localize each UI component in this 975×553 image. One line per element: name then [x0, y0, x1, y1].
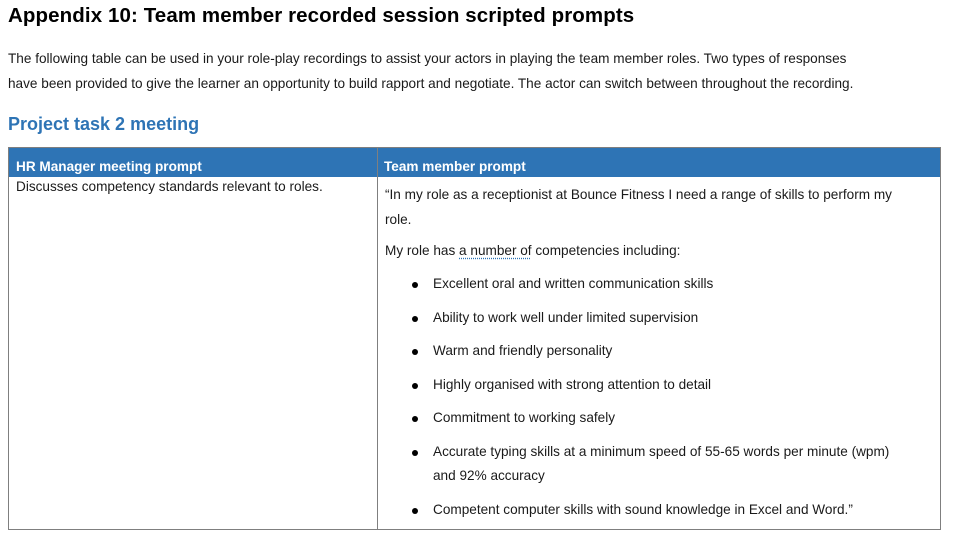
list-item-text: Competent computer skills with sound knowledge in Excel and Word.”: [433, 501, 853, 517]
header-hr-manager-prompt: HR Manager meeting prompt: [16, 159, 202, 174]
bullet-dot-icon: [412, 508, 418, 514]
list-item: [385, 373, 937, 398]
list-item-text: Highly organised with strong attention to detail: [433, 376, 712, 392]
list-item: [385, 440, 937, 489]
list-item-text-continued: and 92% accuracy: [433, 468, 545, 483]
competency-suffix: competencies including:: [531, 243, 681, 258]
list-item-text: Commitment to working safely: [433, 410, 616, 425]
list-item: [385, 306, 937, 331]
list-item-text: Ability to work well under limited supervision: [433, 309, 699, 325]
opening-line-2: role.: [385, 211, 412, 227]
opening-line-1: “In my role as a receptionist at Bounce Fitness I need a range of skills to perform my: [385, 187, 892, 202]
document-title: Appendix 10: Team member recorded session scripted prompts: [8, 4, 635, 27]
list-item: [385, 498, 937, 523]
competency-prefix: My role has: [385, 243, 460, 258]
bullet-dot-icon: [412, 282, 418, 288]
hr-prompt-cell: Discusses competency standards relevant to roles.: [16, 179, 323, 194]
bullet-dot-icon: [412, 416, 418, 422]
prompt-table: [8, 147, 941, 530]
intro-line-1: The following table can be used in your role-play recordings to assist your actors in playing the team member roles. Two types of responses: [8, 51, 847, 66]
bullet-dot-icon: [412, 450, 418, 456]
grammar-flagged-phrase: a number of: [459, 243, 532, 258]
column-divider: [377, 148, 378, 529]
intro-line-2: have been provided to give the learner an opportunity to build rapport and negotiate. The actor can switch between throughout the recording.: [8, 75, 854, 91]
list-item-text: Accurate typing skills at a minimum speed of 55-65 words per minute (wpm): [433, 443, 890, 459]
list-item-text: Warm and friendly personality: [433, 343, 613, 358]
bullet-dot-icon: [412, 316, 418, 322]
list-item-text: Excellent oral and written communication skills: [433, 276, 714, 291]
competency-intro: [385, 239, 937, 263]
table-header-row: [9, 148, 940, 177]
competency-list: [385, 272, 937, 522]
header-team-member-prompt: Team member prompt: [384, 159, 526, 174]
bullet-dot-icon: [412, 349, 418, 355]
list-item: [385, 406, 937, 431]
list-item: [385, 272, 937, 297]
bullet-dot-icon: [412, 383, 418, 389]
list-item: [385, 339, 937, 364]
intro-paragraph: [8, 47, 958, 96]
section-heading: Project task 2 meeting: [8, 114, 200, 134]
team-member-prompt-cell: [385, 183, 937, 522]
